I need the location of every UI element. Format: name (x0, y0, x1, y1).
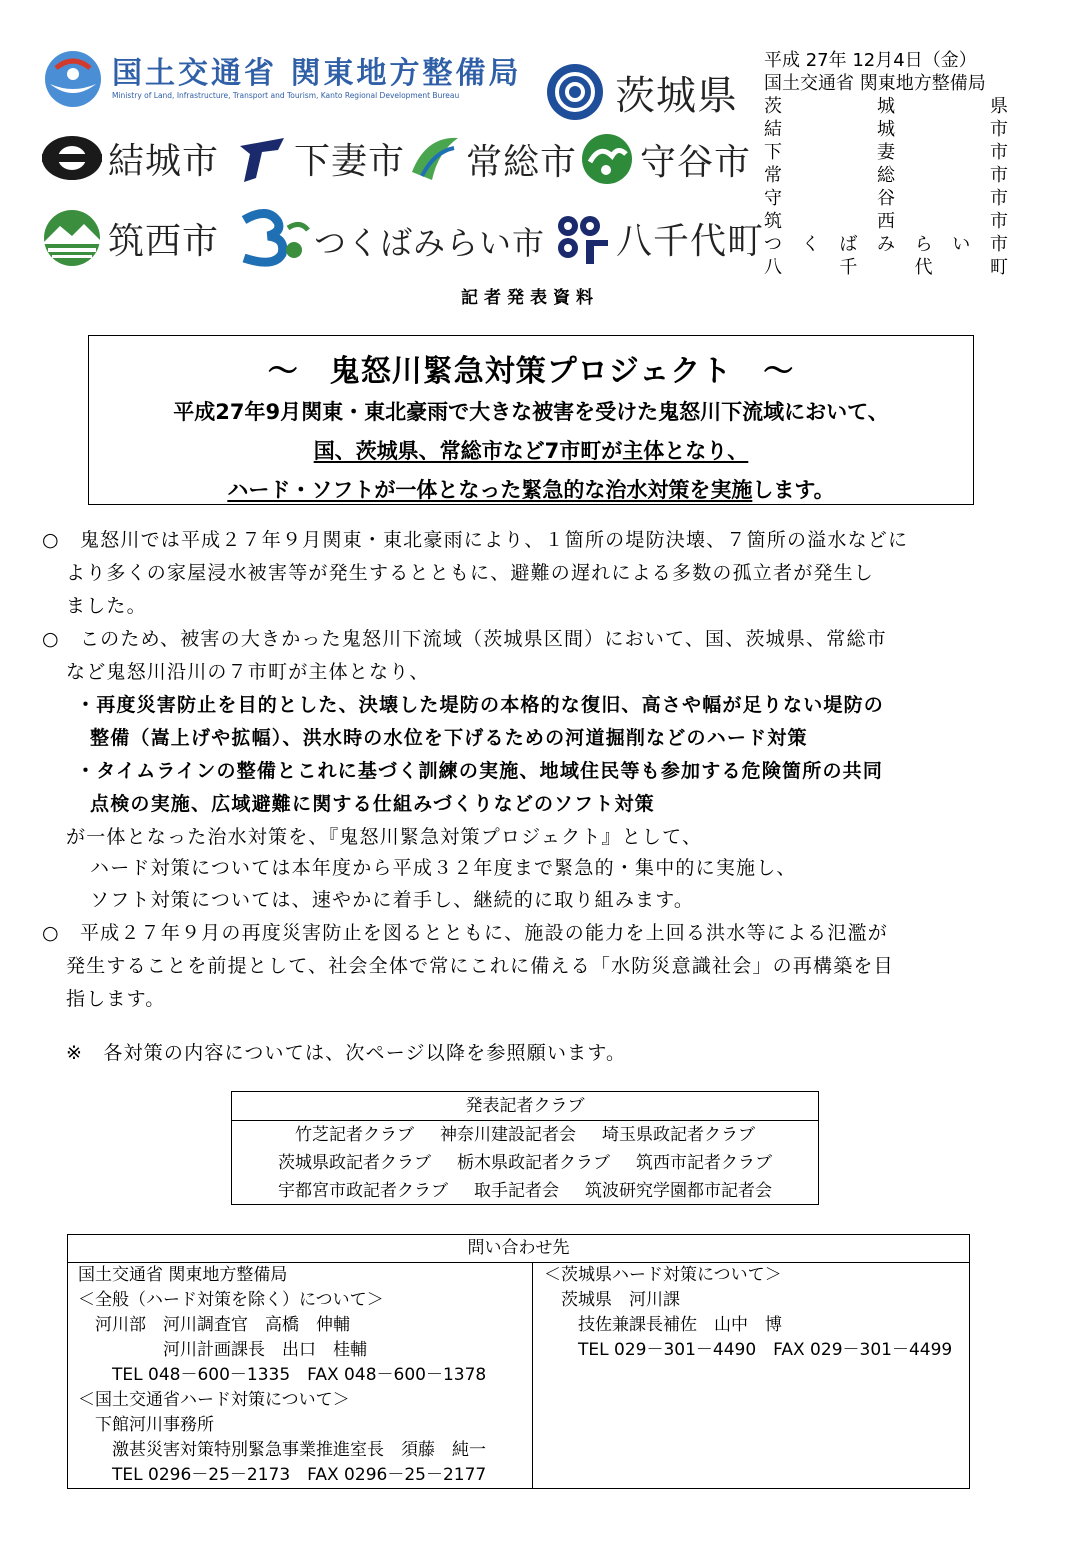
yachiyo-logo-icon (550, 210, 612, 266)
press-clubs-table (231, 1091, 819, 1205)
contact-line: 河川部 河川調査官 高橋 伸輔 (78, 1315, 350, 1335)
bullet-hard-line2: 整備（嵩上げや拡幅）、洪水時の水位を下げるための河道掘削などのハード対策 (90, 727, 808, 749)
bullet-hard-line1: ・再度災害防止を目的とした、決壊した堤防の本格的な復旧、高さや幅が足りない堤防の (76, 694, 885, 716)
reference-note: ※ 各対策の内容については、次ページ以降を参照願います。 (66, 1042, 627, 1064)
tsukubamirai-logo (238, 206, 545, 268)
para1-line1: ○ 鬼怒川では平成２７年９月関東・東北豪雨により、１箇所の堤防決壊、７箇所の溢水などに (42, 529, 909, 551)
mlit-logo-icon (42, 48, 104, 110)
issuer-entity: 結 城 市 (764, 119, 1008, 140)
issuer-entity: 茨 城 県 (764, 96, 1008, 117)
press-release-label: 記者発表資料 (461, 288, 599, 308)
chikusei-name: 筑西市 (108, 220, 220, 262)
press-club: 埼玉県政記者クラブ (602, 1125, 755, 1145)
shimotsuma-name: 下妻市 (294, 140, 406, 182)
issuer-block (764, 49, 1008, 279)
para1-line3: ました。 (66, 595, 147, 617)
para2-tail-line2: ハード対策については本年度から平成３２年度まで緊急的・集中的に実施し、 (90, 857, 797, 879)
para3-line2: 発生することを前提として、社会全体で常にこれに備える「水防災意識社会」の再構築を目 (66, 955, 894, 977)
para3-line3: 指します。 (66, 988, 166, 1010)
contact-line: 河川計画課長 出口 桂輔 (78, 1340, 367, 1360)
yuki-logo-icon (40, 132, 104, 184)
issuer-entity: 八 千 代 町 (764, 257, 1008, 278)
issuer-bureau: 国土交通省 関東地方整備局 (764, 73, 986, 94)
issuer-entity: 下 妻 市 (764, 142, 1008, 163)
title-line-4-tail: します。 (752, 478, 835, 502)
joso-logo-icon (408, 132, 462, 186)
joso-name: 常総市 (466, 141, 578, 183)
mlit-name: 国土交通省 関東地方整備局 (112, 56, 522, 91)
press-club: 取手記者会 (474, 1181, 559, 1201)
issuer-entity: 守 谷 市 (764, 188, 1008, 209)
ibaraki-logo-icon (545, 62, 605, 122)
para3-line1: ○ 平成２７年９月の再度災害防止を図るとともに、施設の能力を上回る洪水等による氾濫が (42, 922, 888, 944)
press-clubs-header: 発表記者クラブ (232, 1092, 818, 1121)
press-club: 筑波研究学園都市記者会 (585, 1181, 772, 1201)
contact-line: ＜国土交通省ハード対策について＞ (78, 1390, 350, 1410)
ibaraki-logo (545, 62, 738, 122)
shimotsuma-logo (234, 132, 405, 184)
chikusei-logo-icon (42, 208, 102, 268)
contact-line: TEL 029－301－4490 FAX 029－301－4499 (544, 1340, 953, 1360)
contact-line: 下館河川事務所 (78, 1415, 214, 1435)
ibaraki-name: 茨城県 (615, 72, 738, 119)
para2-tail-line3: ソフト対策については、速やかに着手し、継続的に取り組みます。 (90, 889, 695, 911)
bullet-soft-line1: ・タイムラインの整備とこれに基づく訓練の実施、地域住民等も参加する危険箇所の共同 (76, 760, 884, 782)
chikusei-logo (42, 208, 219, 268)
title-box (88, 335, 974, 505)
bullet-soft-line2: 点検の実施、広域避難に関する仕組みづくりなどのソフト対策 (90, 793, 655, 815)
tsukubamirai-logo-icon (238, 206, 312, 268)
contact-line: 技佐兼課長補佐 山中 博 (544, 1315, 782, 1335)
moriya-logo (578, 132, 751, 186)
contact-line: ＜全般（ハード対策を除く）について＞ (78, 1290, 384, 1310)
issuer-entity: 常 総 市 (764, 165, 1008, 186)
joso-logo (408, 132, 577, 186)
moriya-name: 守谷市 (640, 141, 752, 183)
press-club: 神奈川建設記者会 (440, 1125, 576, 1145)
yachiyo-logo (550, 210, 764, 266)
mlit-subtitle: Ministry of Land, Infrastructure, Transport and Tourism, Kanto Regional Development Bureau (112, 91, 460, 100)
press-club: 筑西市記者クラブ (636, 1153, 772, 1173)
contact-line: 茨城県 河川課 (544, 1290, 680, 1310)
contact-table (67, 1234, 970, 1489)
contact-right-column (534, 1263, 969, 1488)
project-title: ～ 鬼怒川緊急対策プロジェクト ～ (267, 354, 795, 389)
press-club: 竹芝記者クラブ (295, 1125, 414, 1145)
contact-line: TEL 048－600－1335 FAX 048－600－1378 (78, 1365, 487, 1385)
contact-line: ＜茨城県ハード対策について＞ (544, 1265, 782, 1285)
para2-line2: など鬼怒川沿川の７市町が主体となり、 (66, 661, 430, 683)
title-line-4-underlined: ハード・ソフトが一体となった緊急的な治水対策を実施 (227, 478, 753, 502)
issue-date: 平成 27年 12月4日（金） (764, 50, 977, 71)
yuki-logo (40, 132, 219, 184)
press-club: 栃木県政記者クラブ (457, 1153, 610, 1173)
press-club: 茨城県政記者クラブ (278, 1153, 431, 1173)
press-club: 宇都宮市政記者クラブ (278, 1181, 448, 1201)
tsukubamirai-name: つくばみらい市 (314, 224, 546, 262)
para2-line1: ○ このため、被害の大きかった鬼怒川下流域（茨城県区間）において、国、茨城県、常総市 (42, 628, 887, 650)
contact-line: 国土交通省 関東地方整備局 (78, 1265, 288, 1285)
mlit-logo (42, 48, 521, 110)
contact-header: 問い合わせ先 (68, 1235, 969, 1263)
moriya-logo-icon (578, 132, 636, 186)
title-line-3: 国、茨城県、常総市など7市町が主体となり、 (313, 439, 749, 463)
yachiyo-name: 八千代町 (616, 220, 765, 262)
issuer-entity: 筑 西 市 (764, 211, 1008, 232)
contact-line: TEL 0296－25－2173 FAX 0296－25－2177 (78, 1465, 487, 1485)
shimotsuma-logo-icon (234, 132, 290, 184)
contact-line: 激甚災害対策特別緊急事業推進室長 須藤 純一 (78, 1440, 486, 1460)
issuer-entity: つ く ば み ら い 市 (764, 234, 1008, 255)
contact-left-column (68, 1263, 533, 1488)
para1-line2: より多くの家屋浸水被害等が発生するとともに、避難の遅れによる多数の孤立者が発生し (66, 562, 875, 584)
yuki-name: 結城市 (108, 140, 220, 182)
para2-tail-line1: が一体となった治水対策を、『鬼怒川緊急対策プロジェクト』として、 (66, 826, 703, 848)
title-line-2: 平成27年9月関東・東北豪雨で大きな被害を受けた鬼怒川下流域において、 (173, 400, 889, 424)
